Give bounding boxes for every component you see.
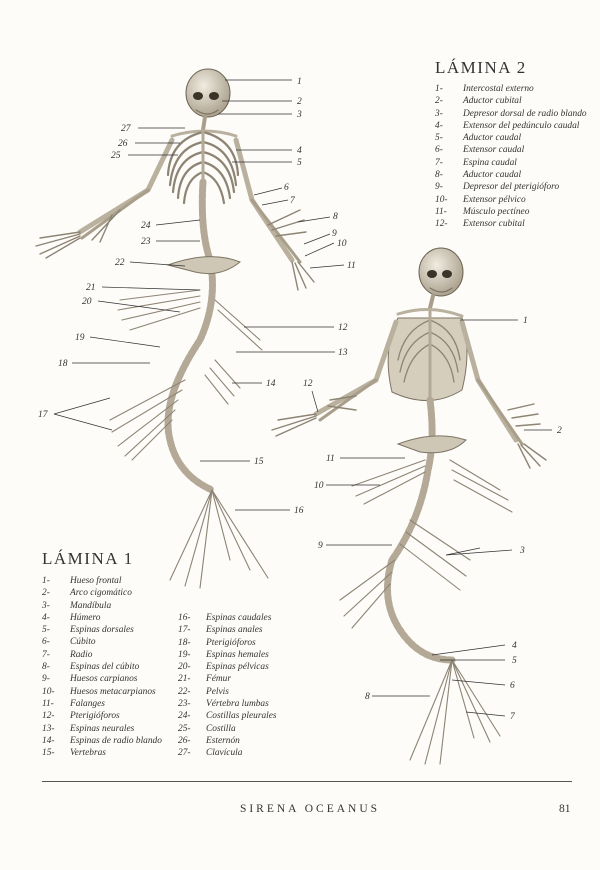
legend-text: Mandíbula	[70, 600, 112, 611]
callout-2-7: 7	[510, 712, 515, 722]
lamina-1-legend-item	[178, 698, 277, 710]
lamina-1-legend-item	[42, 735, 162, 747]
lamina-1-legend-item	[42, 624, 162, 636]
lamina-2-legend-item	[435, 157, 587, 169]
legend-number: 11-	[42, 698, 54, 709]
legend-text: Espinas dorsales	[70, 625, 134, 636]
callout-1-20: 20	[82, 297, 92, 307]
legend-number: 9-	[42, 674, 50, 685]
legend-number: 13-	[42, 723, 55, 734]
callout-1-24: 24	[141, 221, 151, 231]
lamina-1-legend-item	[178, 612, 277, 624]
legend-number: 5-	[435, 133, 443, 144]
legend-text: Espinas caudales	[206, 613, 272, 623]
callout-1-7: 7	[290, 196, 295, 206]
legend-text: Espinas hemales	[206, 649, 269, 660]
lamina-2-legend-item	[435, 169, 587, 181]
legend-number: 4-	[42, 612, 50, 623]
lamina-1-legend-item	[178, 723, 277, 735]
page-number: 81	[559, 803, 571, 815]
lamina-1-legend-item	[178, 673, 277, 685]
lamina-1-legend-item	[42, 612, 162, 624]
callout-1-19: 19	[75, 333, 85, 343]
legend-text: Espinas anales	[206, 625, 263, 636]
callout-1-21: 21	[86, 283, 96, 293]
callout-2-10: 10	[314, 481, 324, 491]
legend-text: Huesos metacarpianos	[70, 686, 156, 697]
lamina-1-legend-item	[42, 636, 162, 648]
lamina-1-legend-col1	[42, 575, 162, 759]
legend-number: 22-	[178, 686, 191, 697]
callout-1-4: 4	[297, 146, 302, 156]
legend-number: 2-	[42, 588, 50, 599]
legend-number: 11-	[435, 206, 447, 217]
legend-text: Extensor del pedúnculo caudal	[463, 120, 580, 131]
lamina-1-legend-item	[42, 723, 162, 735]
lamina-1-legend-item	[42, 600, 162, 612]
legend-text: Extensor caudal	[463, 145, 525, 156]
callout-1-12: 12	[338, 323, 348, 333]
legend-number: 17-	[178, 625, 191, 636]
legend-text: Extensor cubital	[463, 219, 525, 230]
legend-text: Hueso frontal	[70, 576, 122, 586]
callout-2-1: 1	[523, 316, 528, 326]
lamina-2-title: LÁMINA 2	[435, 58, 527, 77]
lamina-1-legend-item	[178, 747, 277, 759]
lamina-1-legend-item	[178, 649, 277, 661]
footer-rule	[42, 781, 572, 782]
skull-2	[419, 248, 463, 296]
lamina-1-legend-item	[178, 735, 277, 747]
legend-text: Cúbito	[70, 637, 96, 648]
lamina-2-legend-item	[435, 218, 587, 230]
callout-2-2: 2	[557, 426, 562, 436]
callout-1-17: 17	[38, 410, 48, 420]
callout-1-27: 27	[121, 124, 131, 134]
legend-number: 7-	[42, 649, 50, 660]
legend-number: 6-	[435, 145, 443, 156]
legend-number: 10-	[435, 194, 448, 205]
legend-number: 8-	[435, 170, 443, 181]
lamina-1-legend-col2	[178, 612, 277, 760]
legend-number: 12-	[42, 711, 55, 722]
callout-lines-1	[54, 80, 344, 510]
legend-text: Costillas pleurales	[206, 711, 277, 722]
lamina-1-legend-item	[178, 710, 277, 722]
lamina-2-legend-item	[435, 95, 587, 107]
legend-number: 24-	[178, 711, 191, 722]
legend-number: 15-	[42, 748, 55, 759]
footer-title: SIRENA OCEANUS	[239, 803, 381, 815]
legend-number: 25-	[178, 723, 191, 734]
legend-text: Húmero	[70, 612, 101, 623]
legend-number: 3-	[42, 600, 50, 611]
lamina-2-legend-item	[435, 144, 587, 156]
callout-1-3: 3	[297, 110, 302, 120]
lamina-1-legend-item	[42, 747, 162, 759]
callout-2-4: 4	[512, 641, 517, 651]
legend-text: Radio	[70, 649, 93, 660]
callout-1-23: 23	[141, 237, 151, 247]
lamina-1-legend-item	[178, 637, 277, 649]
legend-number: 18-	[178, 637, 191, 648]
legend-number: 27-	[178, 748, 191, 759]
lamina-2-legend-item	[435, 132, 587, 144]
callout-1-13: 13	[338, 348, 348, 358]
legend-text: Espinas del cúbito	[70, 662, 140, 673]
callout-1-1: 1	[297, 77, 302, 87]
legend-number: 21-	[178, 674, 191, 685]
legend-text: Extensor pélvico	[463, 194, 526, 205]
legend-number: 4-	[435, 120, 443, 131]
legend-text: Músculo pectíneo	[463, 206, 530, 217]
legend-number: 20-	[178, 662, 191, 673]
callout-1-25: 25	[111, 151, 121, 161]
legend-text: Espina caudal	[463, 157, 517, 168]
legend-text: Vértebra lumbas	[206, 699, 269, 710]
callout-1-9: 9	[332, 229, 337, 239]
callout-2-8: 8	[365, 692, 370, 702]
lamina-1-legend-item	[42, 587, 162, 599]
lamina-1-legend-item	[178, 686, 277, 698]
legend-text: Esternón	[206, 735, 240, 746]
legend-text: Espinas de radio blando	[70, 735, 162, 746]
lamina-1-legend-item	[178, 624, 277, 636]
legend-text: Pelvis	[206, 686, 229, 697]
legend-number: 8-	[42, 662, 50, 673]
legend-number: 23-	[178, 699, 191, 710]
callout-2-3: 3	[520, 546, 525, 556]
legend-text: Pterigióforos	[206, 637, 256, 648]
callout-2-6: 6	[510, 681, 515, 691]
legend-text: Depresor del pterigióforo	[463, 182, 560, 193]
callout-2-9: 9	[318, 541, 323, 551]
callout-2-5: 5	[512, 656, 517, 666]
legend-number: 14-	[42, 735, 55, 746]
legend-number: 5-	[42, 625, 50, 636]
lamina-2-legend-item	[435, 120, 587, 132]
legend-number: 6-	[42, 637, 50, 648]
legend-number: 2-	[435, 96, 443, 107]
legend-number: 10-	[42, 686, 55, 697]
callout-1-14: 14	[266, 379, 276, 389]
lamina-2-legend-item	[435, 108, 587, 120]
callout-1-15: 15	[254, 457, 264, 467]
lamina-1-legend-item	[42, 698, 162, 710]
callout-2-11: 11	[326, 454, 335, 464]
legend-text: Huesos carpianos	[70, 674, 138, 685]
legend-text: Pterigióforos	[70, 711, 120, 722]
lamina-2-legend-item	[435, 181, 587, 193]
legend-number: 12-	[435, 219, 448, 230]
lamina-1-legend-item	[42, 710, 162, 722]
legend-number: 7-	[435, 157, 443, 168]
lamina-1-legend-item	[42, 575, 162, 587]
lamina-2-legend	[435, 83, 587, 231]
callout-1-5: 5	[297, 158, 302, 168]
callout-1-10: 10	[337, 239, 347, 249]
lamina-1-legend-item	[42, 673, 162, 685]
lamina-1-legend-item	[42, 649, 162, 661]
lamina-1-title: LÁMINA 1	[42, 549, 134, 568]
lamina-1-legend-item	[42, 686, 162, 698]
callout-1-2: 2	[297, 97, 302, 107]
legend-text: Espinas pélvicas	[206, 662, 269, 673]
callout-2-12: 12	[303, 379, 313, 389]
legend-number: 1-	[42, 576, 50, 586]
lamina-2-legend-item	[435, 206, 587, 218]
legend-number: 1-	[435, 84, 443, 94]
legend-text: Falanges	[70, 698, 105, 709]
legend-number: 9-	[435, 182, 443, 193]
legend-number: 26-	[178, 735, 191, 746]
legend-text: Intercostal externo	[463, 84, 534, 94]
lamina-1-legend-item	[178, 661, 277, 673]
skull-1	[186, 69, 230, 117]
lamina-1-legend-item	[42, 661, 162, 673]
mermaid-skeleton-2	[272, 248, 546, 764]
legend-number: 16-	[178, 613, 191, 623]
legend-text: Aductor caudal	[463, 170, 522, 181]
legend-text: Vertebras	[70, 748, 106, 759]
callout-1-8: 8	[333, 212, 338, 222]
legend-text: Aductor caudal	[463, 133, 522, 144]
callout-1-26: 26	[118, 139, 128, 149]
legend-text: Espinas neurales	[70, 723, 135, 734]
callout-1-11: 11	[347, 261, 356, 271]
legend-text: Depresor dorsal de radio blando	[463, 108, 587, 119]
callout-1-22: 22	[115, 258, 125, 268]
legend-text: Costilla	[206, 723, 236, 734]
legend-text: Arco cigomático	[70, 588, 132, 599]
callout-1-18: 18	[58, 359, 68, 369]
lamina-2-legend-item	[435, 83, 587, 95]
legend-text: Fémur	[206, 674, 231, 685]
legend-text: Aductor cubital	[463, 96, 522, 107]
callout-1-6: 6	[284, 183, 289, 193]
legend-number: 19-	[178, 649, 191, 660]
legend-number: 3-	[435, 108, 443, 119]
callout-1-16: 16	[294, 506, 304, 516]
legend-text: Clavícula	[206, 748, 243, 759]
lamina-2-legend-item	[435, 194, 587, 206]
